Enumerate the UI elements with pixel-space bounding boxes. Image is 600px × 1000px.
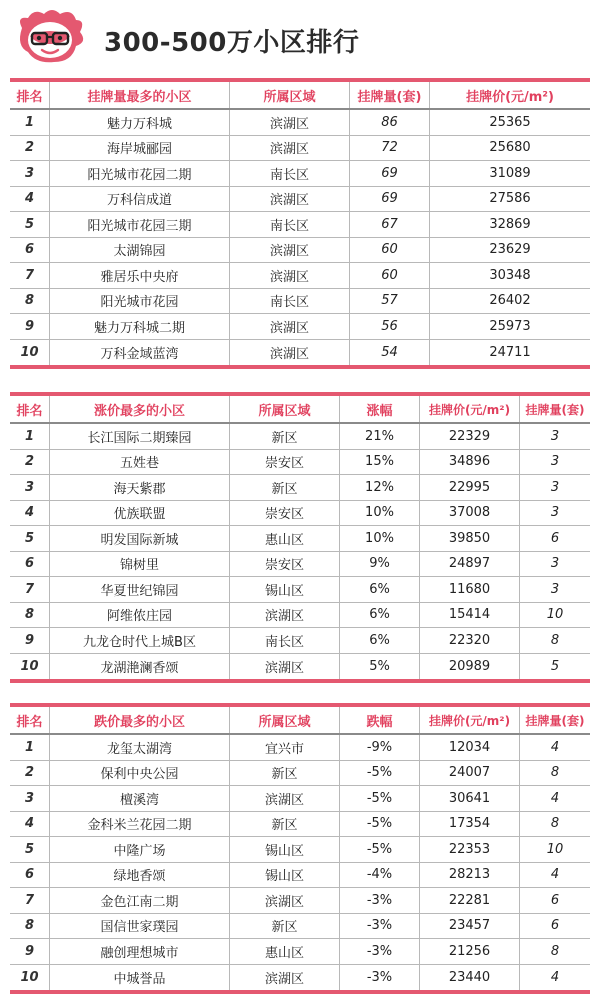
table-cell: -3% <box>340 939 420 964</box>
table-cell: 17354 <box>420 812 520 837</box>
table-cell: 滨湖区 <box>230 110 350 135</box>
table-row <box>10 603 590 629</box>
table-cell: 6% <box>340 577 420 602</box>
table-cell: 龙湖滟澜香颂 <box>50 654 230 680</box>
table-cell: 12% <box>340 475 420 500</box>
table-cell: 中城誉品 <box>50 965 230 991</box>
table-cell: 5 <box>550 658 560 674</box>
table-cell: 8 <box>550 943 560 959</box>
rank-cell: 2 <box>10 450 50 475</box>
table-cell: 3 <box>550 428 560 444</box>
table-cell: 绿地香颂 <box>50 863 230 888</box>
column-header: 所属区域 <box>230 82 350 108</box>
rank-cell: 5 <box>10 526 50 551</box>
column-header: 排名 <box>10 707 50 733</box>
table-row <box>10 450 590 476</box>
table-bottom-rule <box>10 679 590 683</box>
table-cell: -3% <box>340 965 420 991</box>
table-cell: 21% <box>340 424 420 449</box>
table-row <box>10 863 590 889</box>
table-cell: 雅居乐中央府 <box>50 263 230 288</box>
column-header: 挂牌量(套) <box>525 713 585 728</box>
table-cell: 6% <box>340 628 420 653</box>
table-cell: 56 <box>350 314 430 339</box>
table-cell: 24897 <box>420 552 520 577</box>
table-cell: 海岸城郦园 <box>50 136 230 161</box>
table-cell: 滨湖区 <box>230 136 350 161</box>
table-row <box>10 761 590 787</box>
table-row <box>10 628 590 654</box>
table-cell: 86 <box>350 110 430 135</box>
table-cell: 39850 <box>420 526 520 551</box>
table-row <box>10 314 590 340</box>
table-row <box>10 238 590 264</box>
table-cell: 华夏世纪锦园 <box>50 577 230 602</box>
column-header: 挂牌价(元/m²) <box>420 396 520 422</box>
table-cell: 22320 <box>420 628 520 653</box>
table-cell: 69 <box>350 187 430 212</box>
table-cell: 滨湖区 <box>230 888 340 913</box>
table-cell: 34896 <box>420 450 520 475</box>
table-cell: 57 <box>350 289 430 314</box>
table-cell: 崇安区 <box>230 450 340 475</box>
table-cell: 10 <box>546 841 564 857</box>
rank-cell: 9 <box>10 628 50 653</box>
table-cell: 锦树里 <box>50 552 230 577</box>
table-cell: 宜兴市 <box>230 735 340 760</box>
table-cell: 25680 <box>489 140 531 156</box>
table-cell: 五姓巷 <box>50 450 230 475</box>
table-cell: 惠山区 <box>230 939 340 964</box>
table-cell: 南长区 <box>230 289 350 314</box>
table-cell: 滨湖区 <box>230 238 350 263</box>
page-header <box>0 0 600 74</box>
rank-cell: 7 <box>10 888 50 913</box>
table-row <box>10 812 590 838</box>
table-cell: 25973 <box>489 318 531 334</box>
table-row <box>10 212 590 238</box>
column-header: 挂牌量(套) <box>525 402 585 417</box>
rank-cell: 10 <box>10 965 50 991</box>
column-header: 挂牌价(元/m²) <box>420 707 520 733</box>
table-cell: -5% <box>340 786 420 811</box>
table-cell: 檀溪湾 <box>50 786 230 811</box>
table-cell: 23440 <box>420 965 520 991</box>
table-row <box>10 161 590 187</box>
table-row <box>10 263 590 289</box>
table-cell: 保利中央公园 <box>50 761 230 786</box>
table-cell: 10% <box>340 526 420 551</box>
column-header: 涨价最多的小区 <box>50 396 230 422</box>
table-cell: 阳光城市花园 <box>50 289 230 314</box>
table-cell: 滨湖区 <box>230 340 350 366</box>
table-cell: 4 <box>550 969 560 985</box>
table-cell: 金色江南二期 <box>50 888 230 913</box>
table-row <box>10 289 590 315</box>
table-header-row <box>10 707 590 735</box>
table-cell: 23457 <box>420 914 520 939</box>
table-cell: 海天紫郡 <box>50 475 230 500</box>
column-header: 排名 <box>10 396 50 422</box>
table-cell: 69 <box>350 161 430 186</box>
table-cell: 6% <box>340 603 420 628</box>
column-header: 所属区域 <box>230 707 340 733</box>
table-cell: 3 <box>550 556 560 572</box>
table-cell: 15414 <box>420 603 520 628</box>
table-bottom-rule <box>10 365 590 369</box>
rank-cell: 8 <box>10 914 50 939</box>
rank-cell: 1 <box>10 110 50 135</box>
table-row <box>10 187 590 213</box>
table-cell: 60 <box>350 238 430 263</box>
table-cell: 54 <box>350 340 430 366</box>
rank-cell: 5 <box>10 837 50 862</box>
rank-cell: 2 <box>10 761 50 786</box>
table-cell: 15% <box>340 450 420 475</box>
table-cell: 67 <box>350 212 430 237</box>
table-row <box>10 654 590 680</box>
table-cell: 22353 <box>420 837 520 862</box>
rank-cell: 4 <box>10 187 50 212</box>
rank-cell: 4 <box>10 812 50 837</box>
table-cell: 31089 <box>489 165 531 181</box>
table-cell: 12034 <box>420 735 520 760</box>
table-cell: 4 <box>550 867 560 883</box>
table-cell: 8 <box>550 816 560 832</box>
rank-cell: 6 <box>10 863 50 888</box>
table-row <box>10 914 590 940</box>
table-header-row <box>10 396 590 424</box>
table-cell: 6 <box>550 918 560 934</box>
column-header: 跌幅 <box>340 707 420 733</box>
rank-cell: 2 <box>10 136 50 161</box>
rank-cell: 3 <box>10 161 50 186</box>
table-cell: 3 <box>550 454 560 470</box>
column-header: 涨幅 <box>340 396 420 422</box>
table-cell: 万科金域蓝湾 <box>50 340 230 366</box>
table-row <box>10 424 590 450</box>
table-cell: 阿维侬庄园 <box>50 603 230 628</box>
table-cell: 魅力万科城二期 <box>50 314 230 339</box>
table-cell: 3 <box>550 505 560 521</box>
table-cell: 金科米兰花园二期 <box>50 812 230 837</box>
table-cell: 4 <box>550 739 560 755</box>
rank-cell: 6 <box>10 552 50 577</box>
table-cell: 融创理想城市 <box>50 939 230 964</box>
table-cell: 20989 <box>420 654 520 680</box>
table-cell: 30641 <box>420 786 520 811</box>
column-header: 跌价最多的小区 <box>50 707 230 733</box>
table-cell: 24711 <box>489 344 531 360</box>
table-cell: 22329 <box>420 424 520 449</box>
table-row <box>10 939 590 965</box>
table-cell: 5% <box>340 654 420 680</box>
table-cell: 6 <box>550 892 560 908</box>
table-cell: 37008 <box>420 501 520 526</box>
rank-cell: 9 <box>10 939 50 964</box>
table-cell: 新区 <box>230 761 340 786</box>
table-cell: 新区 <box>230 812 340 837</box>
table-row <box>10 965 590 991</box>
price-drop-ranking-table <box>10 703 590 994</box>
table-row <box>10 888 590 914</box>
table-cell: 21256 <box>420 939 520 964</box>
table-cell: -5% <box>340 812 420 837</box>
table-row <box>10 340 590 366</box>
rank-cell: 7 <box>10 263 50 288</box>
rank-cell: 4 <box>10 501 50 526</box>
table-row <box>10 136 590 162</box>
table-cell: 南长区 <box>230 161 350 186</box>
table-cell: -5% <box>340 837 420 862</box>
table-cell: 滨湖区 <box>230 965 340 991</box>
column-header: 挂牌量(套) <box>350 82 430 108</box>
table-cell: 万科信成道 <box>50 187 230 212</box>
table-cell: 32869 <box>489 216 531 232</box>
table-row <box>10 786 590 812</box>
table-row <box>10 735 590 761</box>
table-cell: 滨湖区 <box>230 263 350 288</box>
table-cell: 27586 <box>489 191 531 207</box>
table-cell: 南长区 <box>230 628 340 653</box>
table-row <box>10 501 590 527</box>
rank-cell: 8 <box>10 603 50 628</box>
table-cell: 阳光城市花园二期 <box>50 161 230 186</box>
table-cell: 30348 <box>489 267 531 283</box>
table-cell: 滨湖区 <box>230 654 340 680</box>
table-row <box>10 837 590 863</box>
table-cell: 惠山区 <box>230 526 340 551</box>
table-cell: 11680 <box>420 577 520 602</box>
rank-cell: 8 <box>10 289 50 314</box>
rank-cell: 10 <box>10 654 50 680</box>
table-cell: 魅力万科城 <box>50 110 230 135</box>
rank-cell: 5 <box>10 212 50 237</box>
rank-cell: 7 <box>10 577 50 602</box>
rank-cell: 1 <box>10 424 50 449</box>
table-cell: 南长区 <box>230 212 350 237</box>
table-cell: -3% <box>340 914 420 939</box>
table-cell: 滨湖区 <box>230 603 340 628</box>
table-cell: -9% <box>340 735 420 760</box>
table-bottom-rule <box>10 990 590 994</box>
table-cell: 新区 <box>230 424 340 449</box>
table-cell: 26402 <box>489 293 531 309</box>
table-cell: 10% <box>340 501 420 526</box>
table-cell: 明发国际新城 <box>50 526 230 551</box>
table-cell: 国信世家璞园 <box>50 914 230 939</box>
table-cell: 中隆广场 <box>50 837 230 862</box>
listing-volume-ranking-table <box>10 78 590 369</box>
table-cell: 10 <box>546 607 564 623</box>
table-cell: 6 <box>550 530 560 546</box>
table-cell: 72 <box>350 136 430 161</box>
table-cell: 8 <box>550 765 560 781</box>
rank-cell: 9 <box>10 314 50 339</box>
table-cell: 滨湖区 <box>230 786 340 811</box>
table-cell: 8 <box>550 632 560 648</box>
table-row <box>10 577 590 603</box>
page-title: 300-500万小区排行 <box>104 28 360 58</box>
table-cell: 25365 <box>489 114 531 130</box>
table-cell: 太湖锦园 <box>50 238 230 263</box>
table-cell: 60 <box>350 263 430 288</box>
table-cell: 22281 <box>420 888 520 913</box>
table-row <box>10 475 590 501</box>
table-cell: 优族联盟 <box>50 501 230 526</box>
table-cell: 锡山区 <box>230 837 340 862</box>
table-cell: 崇安区 <box>230 501 340 526</box>
table-row <box>10 110 590 136</box>
table-cell: 锡山区 <box>230 577 340 602</box>
table-cell: 滨湖区 <box>230 187 350 212</box>
table-cell: 新区 <box>230 914 340 939</box>
rank-cell: 10 <box>10 340 50 366</box>
table-cell: 滨湖区 <box>230 314 350 339</box>
table-cell: 崇安区 <box>230 552 340 577</box>
table-cell: 锡山区 <box>230 863 340 888</box>
rank-cell: 3 <box>10 786 50 811</box>
rank-cell: 6 <box>10 238 50 263</box>
column-header: 排名 <box>10 82 50 108</box>
table-cell: 长江国际二期臻园 <box>50 424 230 449</box>
table-cell: 28213 <box>420 863 520 888</box>
table-cell: -4% <box>340 863 420 888</box>
column-header: 挂牌价(元/m²) <box>466 89 554 105</box>
table-row <box>10 552 590 578</box>
rank-cell: 1 <box>10 735 50 760</box>
table-cell: 9% <box>340 552 420 577</box>
column-header: 挂牌量最多的小区 <box>50 82 230 108</box>
table-cell: 24007 <box>420 761 520 786</box>
rank-cell: 3 <box>10 475 50 500</box>
table-cell: 九龙仓时代上城B区 <box>50 628 230 653</box>
table-header-row <box>10 82 590 110</box>
table-cell: 龙玺太湖湾 <box>50 735 230 760</box>
table-cell: 3 <box>550 581 560 597</box>
table-cell: 新区 <box>230 475 340 500</box>
table-cell: -5% <box>340 761 420 786</box>
price-rise-ranking-table <box>10 392 590 683</box>
table-cell: 4 <box>550 790 560 806</box>
table-cell: 阳光城市花园三期 <box>50 212 230 237</box>
table-cell: 23629 <box>489 242 531 258</box>
table-cell: 3 <box>550 479 560 495</box>
table-cell: 22995 <box>420 475 520 500</box>
mascot-logo-icon <box>14 6 88 70</box>
column-header: 所属区域 <box>230 396 340 422</box>
table-row <box>10 526 590 552</box>
table-cell: -3% <box>340 888 420 913</box>
